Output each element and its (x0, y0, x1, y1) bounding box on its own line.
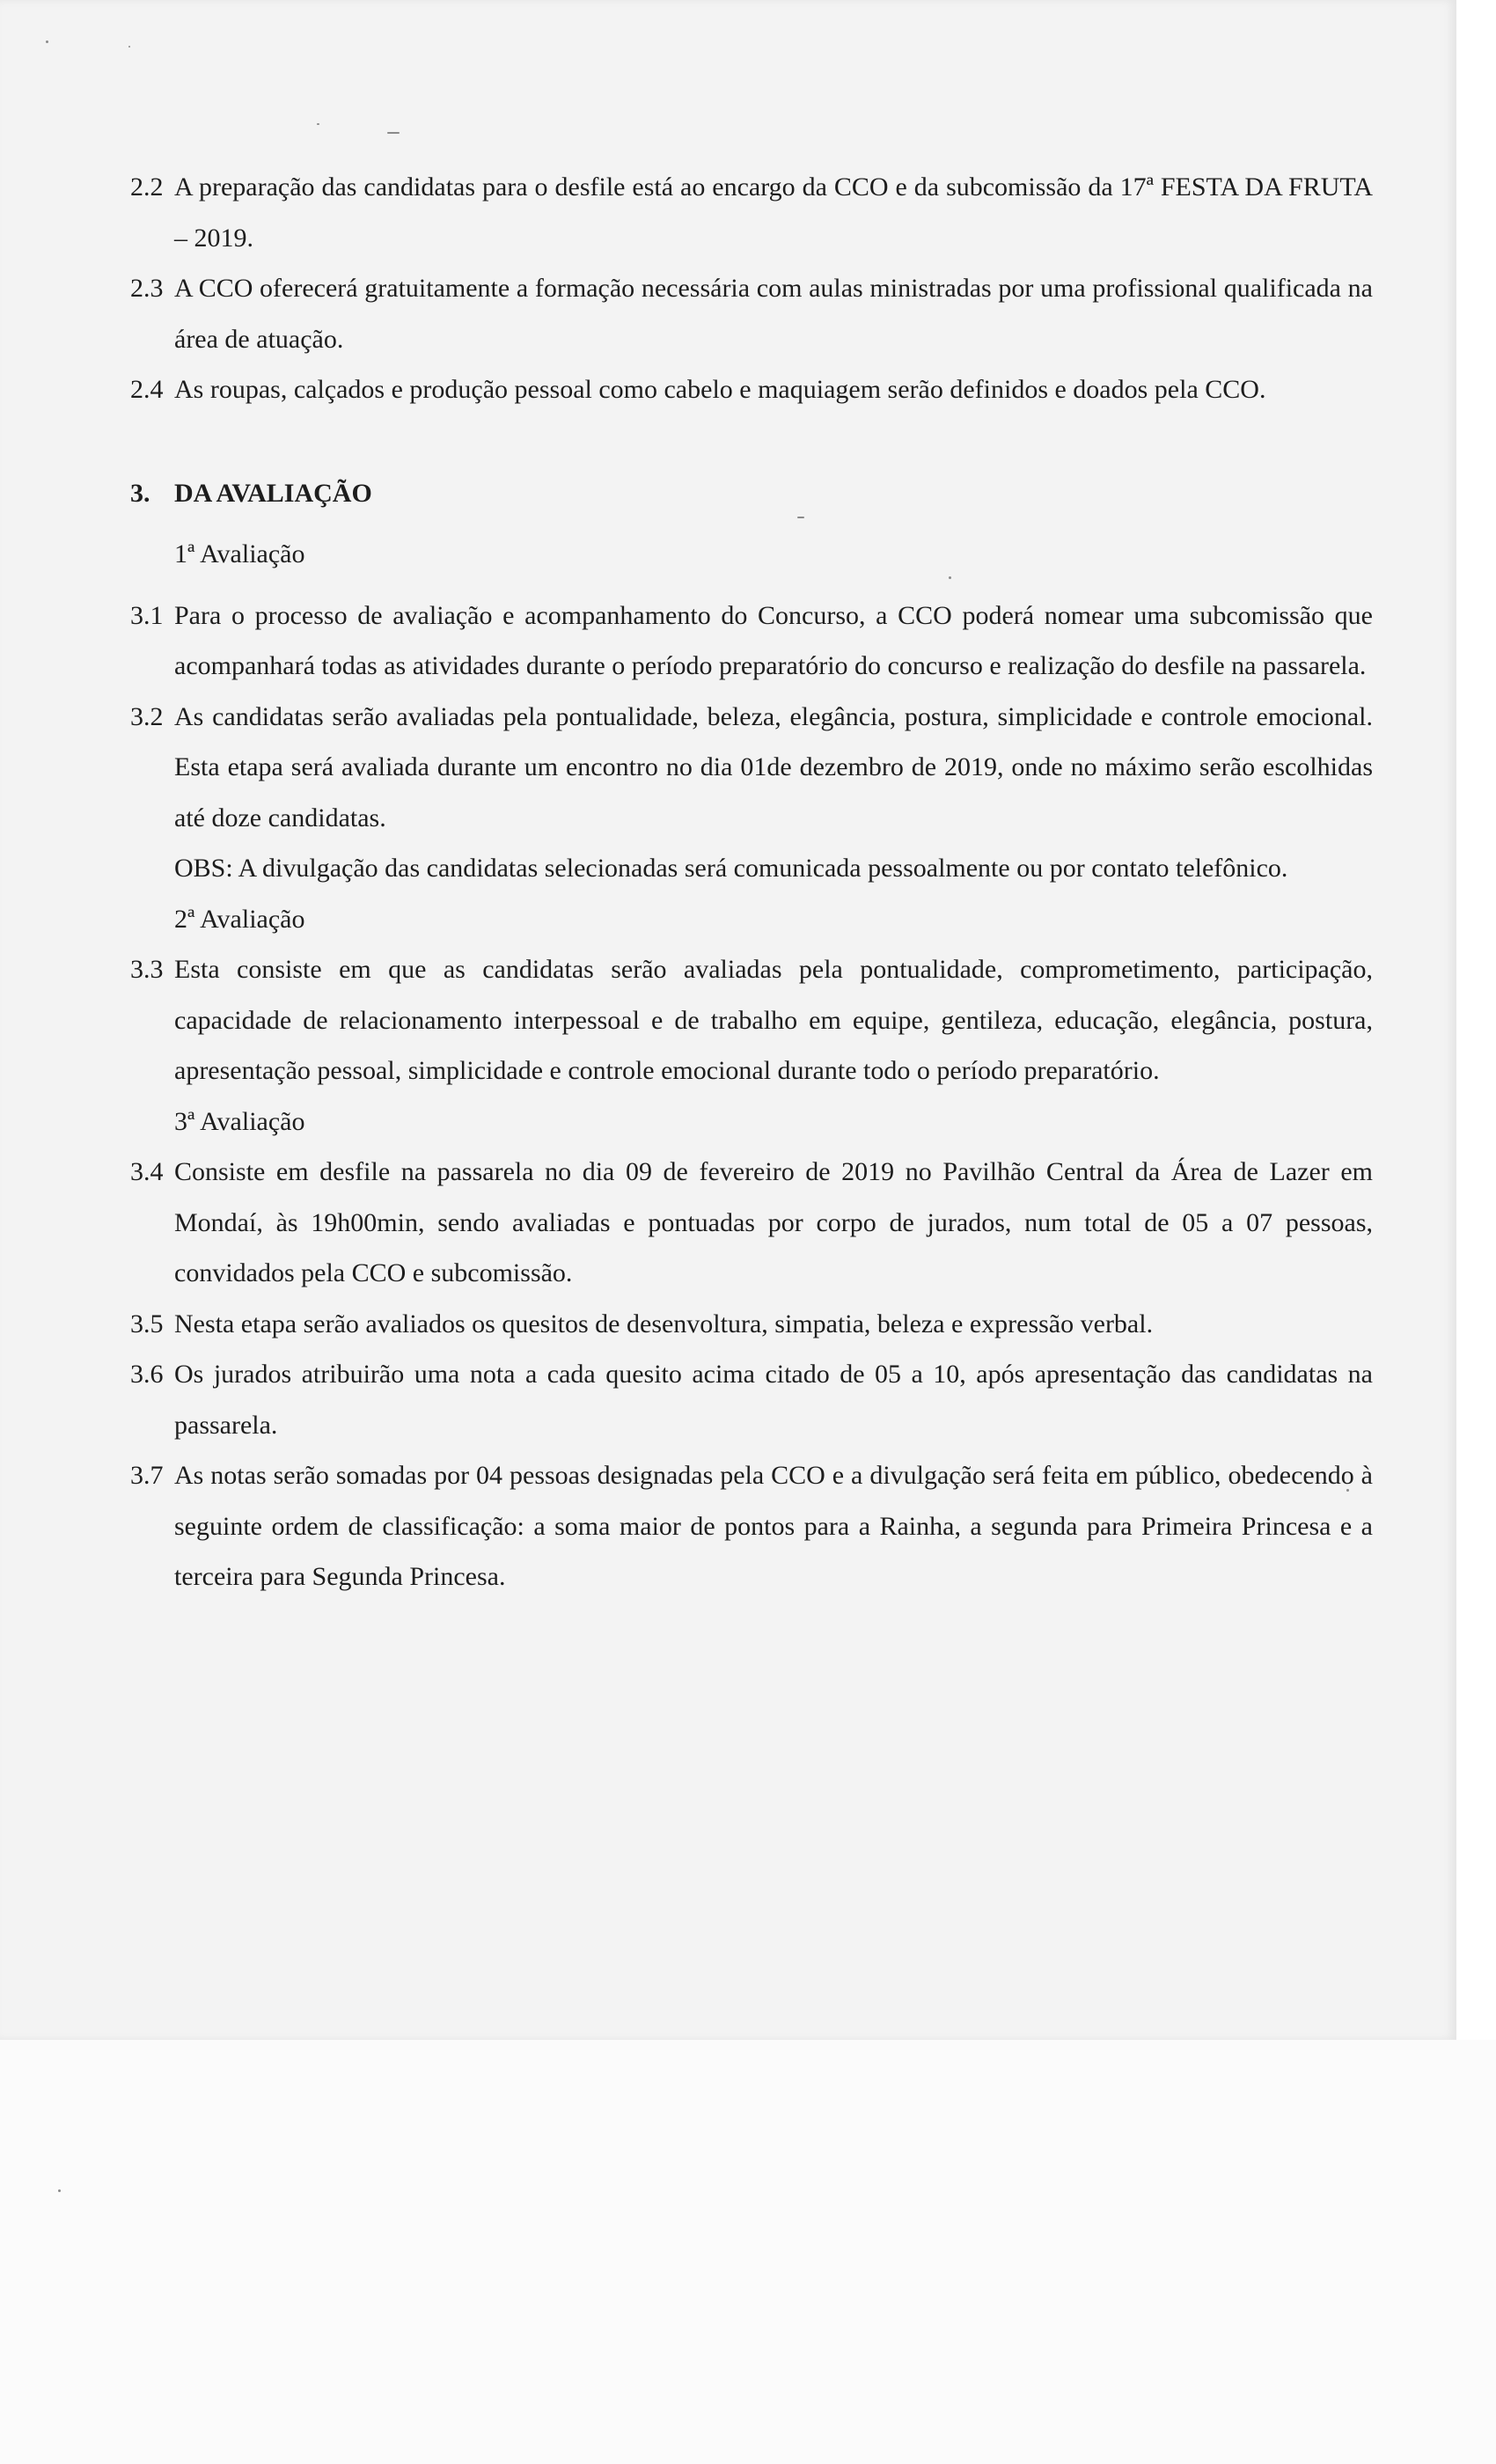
scan-speck (387, 132, 400, 134)
clause-text: A preparação das candidatas para o desfile está ao encargo da CCO e da subcomissão da 17ª FESTA DA FRUTA – 2019. (174, 172, 1373, 253)
clause-number: 3.3 (130, 955, 164, 984)
evaluation-3-label: 3ª Avaliação (174, 1106, 305, 1136)
scan-speck (46, 40, 48, 43)
clause-3-5 (130, 1299, 1373, 1350)
clause-text: A CCO oferecerá gratuitamente a formação necessária com aulas ministradas por uma profissional qualificada na área de atuação. (174, 274, 1373, 354)
clause-3-2 (130, 692, 1373, 844)
clause-2-4 (130, 364, 1373, 415)
clause-text: Esta consiste em que as candidatas serão avaliadas pela pontualidade, comprometimento, participação, capacidade de relacionamento interpessoal e de trabalho em equipe, gentileza, educação, elegância, postura, apresentação pessoal, simplicidade e controle emocional durante todo o período preparatório. (174, 955, 1373, 1085)
clause-3-6 (130, 1349, 1373, 1450)
clause-2-2 (130, 162, 1373, 263)
section-number: 3. (130, 478, 150, 508)
clause-number: 3.2 (130, 701, 164, 731)
clause-number: 3.4 (130, 1157, 164, 1186)
clause-text: Os jurados atribuirão uma nota a cada quesito acima citado de 05 a 10, após apresentação das candidatas na passarela. (174, 1360, 1373, 1440)
clause-3-1 (130, 590, 1373, 692)
clause-text: As roupas, calçados e produção pessoal como cabelo e maquiagem serão definidos e doados pela CCO. (174, 375, 1266, 404)
evaluation-1-label: 1ª Avaliação (174, 539, 305, 568)
clause-3-4 (130, 1147, 1373, 1299)
clause-text: Consiste em desfile na passarela no dia 09 de fevereiro de 2019 no Pavilhão Central da Área de Lazer em Mondaí, às 19h00min, sendo avaliadas e pontuadas por corpo de jurados, num total de 05 a 07 pessoas, convidados pela CCO e subcomissão. (174, 1157, 1373, 1287)
blank-scan-area (0, 2040, 1496, 2464)
clause-text: As notas serão somadas por 04 pessoas designadas pela CCO e a divulgação será feita em público, obedecendo à seguinte ordem de classificação: a soma maior de pontos para a Rainha, a segunda para Primeira Princesa e a terceira para Segunda Princesa. (174, 1461, 1373, 1591)
clause-number: 3.6 (130, 1360, 164, 1389)
evaluation-2-label: 2ª Avaliação (174, 904, 305, 934)
clause-number: 3.1 (130, 600, 164, 630)
clause-number: 2.2 (130, 172, 164, 202)
clause-text: As candidatas serão avaliadas pela pontualidade, beleza, elegância, postura, simplicidade e controle emocional. Esta etapa será avaliada durante um encontro no dia 01de dezembro de 2019, onde no máximo serão escolhidas até doze candidatas. (174, 701, 1373, 832)
clause-number: 3.5 (130, 1309, 164, 1338)
section-spacer (130, 415, 1373, 468)
clause-number: 3.7 (130, 1461, 164, 1490)
clause-text: Nesta etapa serão avaliados os quesitos de desenvoltura, simpatia, beleza e expressão verbal. (174, 1309, 1154, 1338)
clause-3-3 (130, 944, 1373, 1096)
obs-note: OBS: A divulgação das candidatas selecionadas será comunicada pessoalmente ou por contato telefônico. (174, 854, 1288, 883)
clause-number: 2.4 (130, 375, 164, 404)
document-body (130, 162, 1373, 1602)
clause-text: Para o processo de avaliação e acompanhamento do Concurso, a CCO poderá nomear uma subcomissão que acompanhará todas as atividades durante o período preparatório do concurso e realização do desfile na passarela. (174, 600, 1373, 680)
clause-2-3 (130, 263, 1373, 364)
scan-speck (317, 123, 319, 125)
clause-3-7 (130, 1450, 1373, 1602)
section-3-heading (130, 468, 1373, 519)
clause-number: 2.3 (130, 274, 164, 303)
scan-speck (58, 2189, 61, 2192)
scan-speck (128, 46, 130, 48)
section-title: DA AVALIAÇÃO (174, 478, 372, 508)
